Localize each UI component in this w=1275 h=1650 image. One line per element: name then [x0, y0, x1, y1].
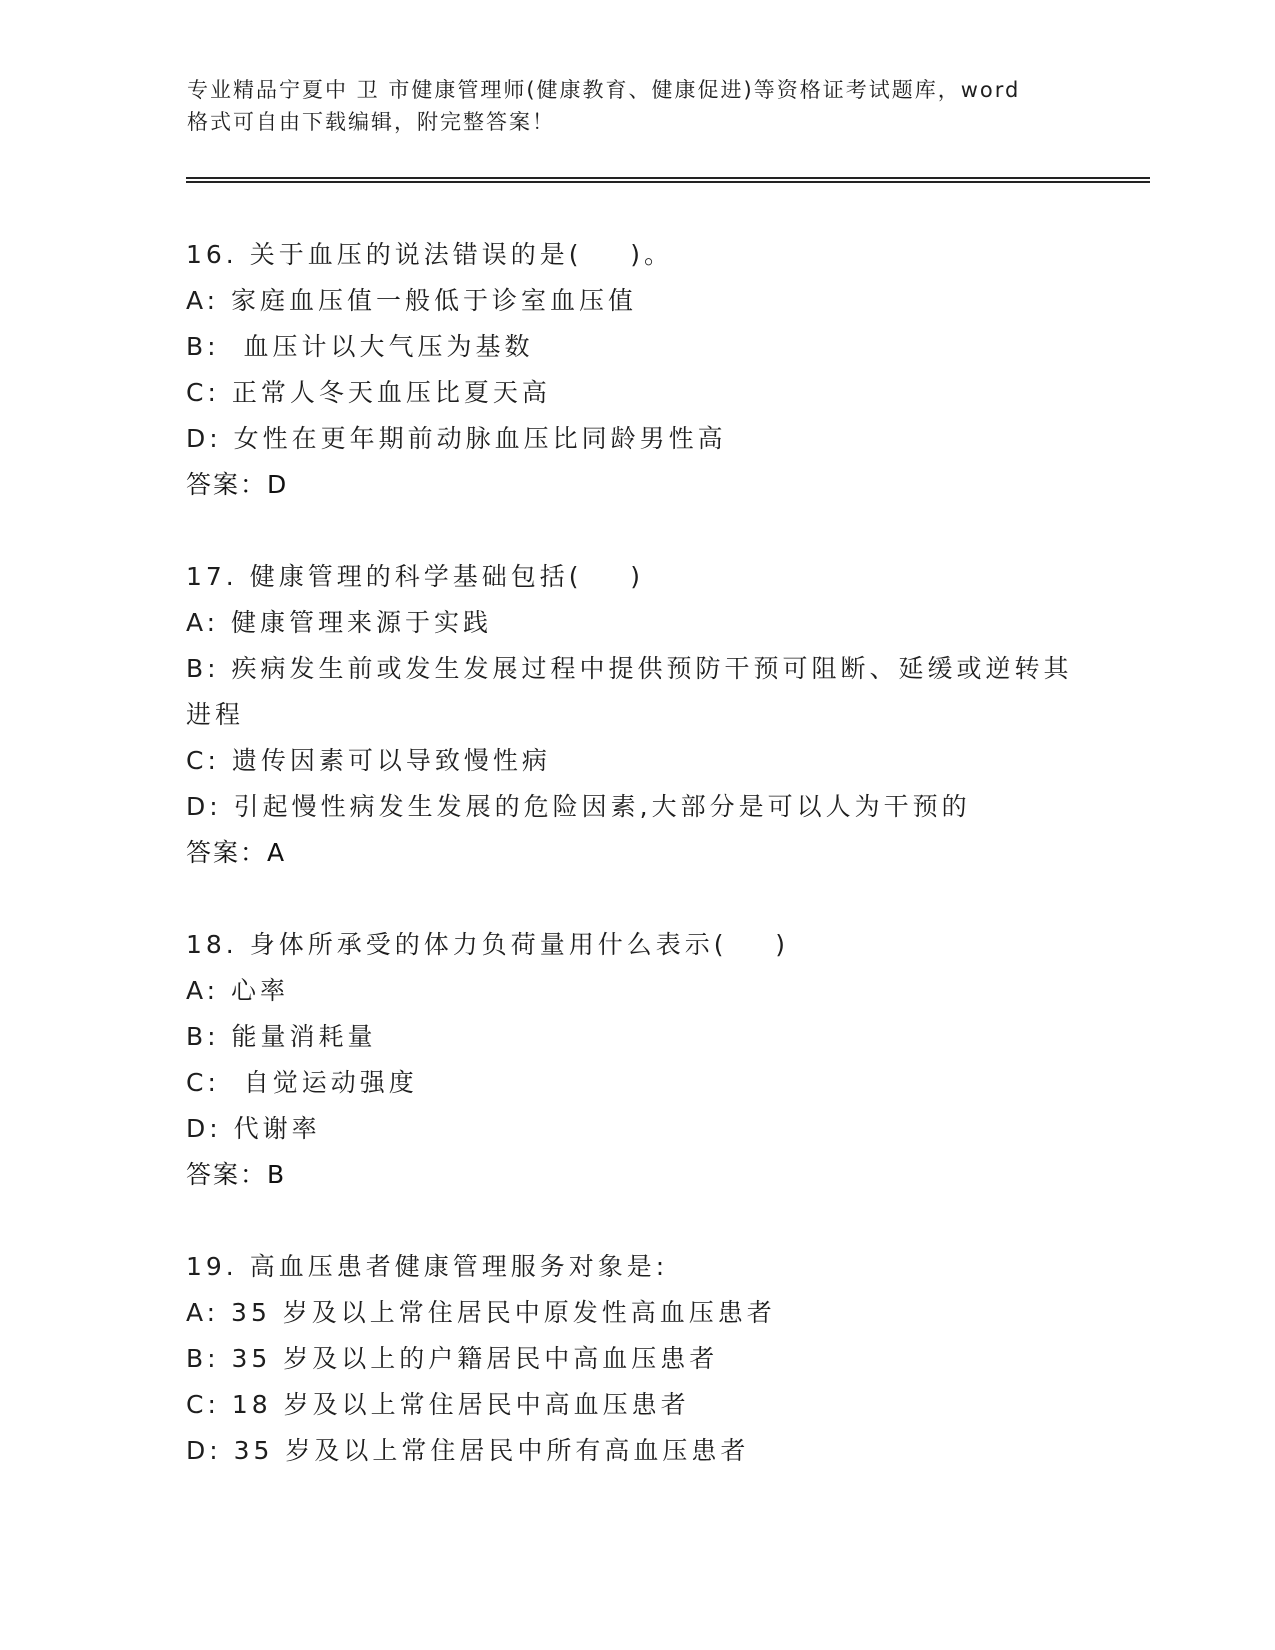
answer — [186, 462, 1086, 508]
answer — [186, 1152, 1086, 1198]
option-b: B: 35 岁及以上的户籍居民中高血压患者 — [186, 1344, 719, 1373]
option-d: D: 代谢率 — [186, 1114, 321, 1143]
answer-label: 答案： — [186, 838, 268, 867]
question-18 — [186, 922, 1086, 1198]
header-double-rule — [186, 177, 1150, 183]
option-d: D: 35 岁及以上常住居民中所有高血压患者 — [186, 1436, 750, 1465]
option-a: A: 健康管理来源于实践 — [186, 608, 493, 637]
answer-value: B — [267, 1160, 287, 1189]
option-a: A: 35 岁及以上常住居民中原发性高血压患者 — [186, 1298, 776, 1327]
question-stem: 18. 身体所承受的体力负荷量用什么表示( ) — [186, 930, 790, 959]
answer-label: 答案： — [186, 1160, 268, 1189]
option-a: A: 家庭血压值一般低于诊室血压值 — [186, 286, 638, 315]
question-19 — [186, 1244, 1086, 1474]
option-c: C: 正常人冬天血压比夏天高 — [186, 378, 551, 407]
question-16 — [186, 232, 1086, 508]
option-b: B: 能量消耗量 — [186, 1022, 377, 1051]
header-line-1: 专业精品宁夏中 卫 市健康管理师(健康教育、健康促进)等资格证考试题库，word — [187, 78, 1021, 102]
question-stem: 19. 高血压患者健康管理服务对象是: — [186, 1252, 669, 1281]
option-b: B: 疾病发生前或发生发展过程中提供预防干预可阻断、延缓或逆转其进程 — [186, 654, 1073, 729]
question-stem: 17. 健康管理的科学基础包括( ) — [186, 562, 645, 591]
question-list — [186, 232, 1086, 1520]
option-a: A: 心率 — [186, 976, 290, 1005]
option-c: C: 遗传因素可以导致慢性病 — [186, 746, 551, 775]
answer-value: A — [267, 838, 287, 867]
header-line-2: 格式可自由下载编辑，附完整答案！ — [187, 110, 555, 134]
option-c: C: 18 岁及以上常住居民中高血压患者 — [186, 1390, 690, 1419]
answer-value: D — [267, 470, 289, 499]
option-c: C: 自觉运动强度 — [186, 1068, 418, 1097]
option-d: D: 女性在更年期前动脉血压比同龄男性高 — [186, 424, 727, 453]
option-d: D: 引起慢性病发生发展的危险因素,大部分是可以人为干预的 — [186, 792, 971, 821]
document-header — [187, 74, 1087, 138]
answer-label: 答案： — [186, 470, 268, 499]
option-b: B: 血压计以大气压为基数 — [186, 332, 534, 361]
question-stem: 16. 关于血压的说法错误的是( )。 — [186, 240, 674, 269]
answer — [186, 830, 1086, 876]
question-17 — [186, 554, 1086, 876]
